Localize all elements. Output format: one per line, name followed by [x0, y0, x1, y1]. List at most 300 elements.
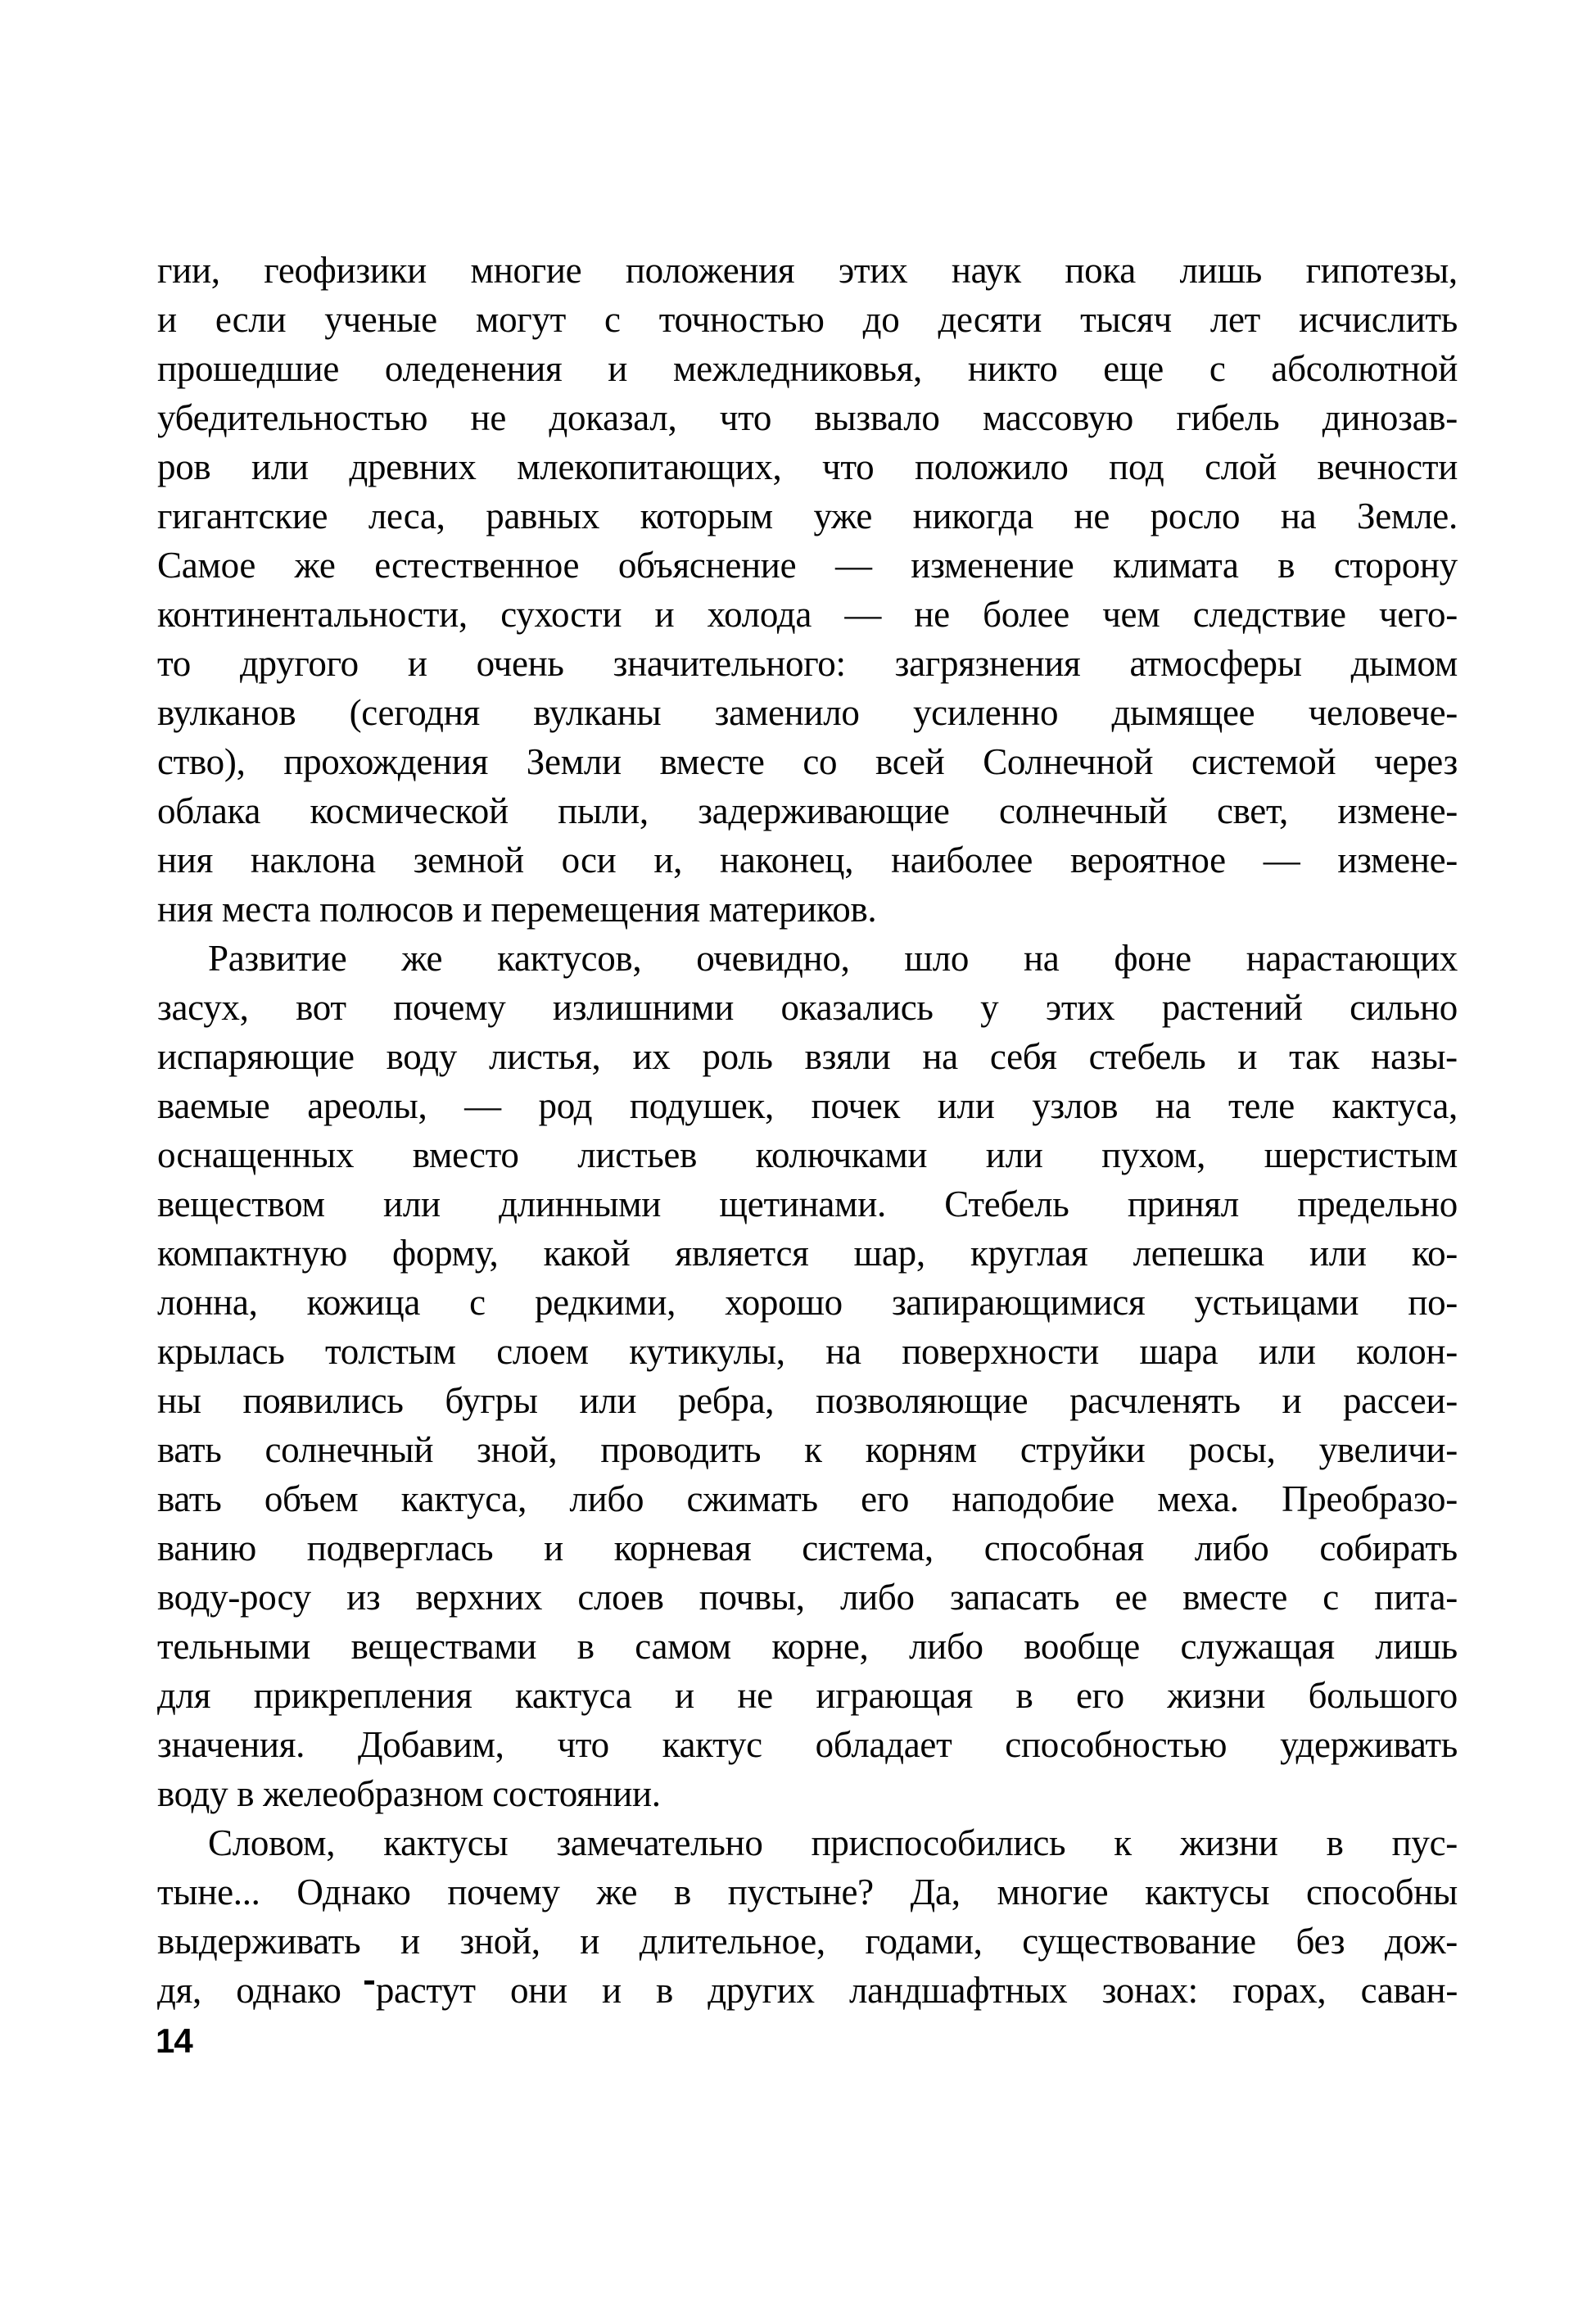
word: вызвало — [814, 397, 940, 438]
word: хорошо — [725, 1282, 843, 1323]
word: (сегодня — [349, 692, 480, 733]
word: межледниковья, — [672, 348, 923, 389]
text-line — [157, 246, 1458, 295]
word: — — [464, 1085, 501, 1126]
text-line — [157, 1720, 1458, 1769]
word: чего- — [1379, 594, 1458, 635]
word: засух, — [157, 987, 249, 1028]
word: не — [470, 397, 507, 438]
word: играющая — [816, 1675, 973, 1716]
word: Развитие — [208, 938, 347, 979]
word: кактусы — [383, 1822, 509, 1863]
word: и — [580, 1921, 600, 1962]
text-line — [157, 1523, 1458, 1573]
text-line — [157, 1179, 1458, 1229]
word: меха. — [1157, 1478, 1239, 1519]
word: измене- — [1337, 790, 1458, 831]
text-line — [157, 1130, 1458, 1179]
word: Добавим, — [357, 1724, 504, 1765]
word: крылась — [157, 1331, 285, 1372]
text-line: ния места полюсов и перемещения материков. — [157, 889, 877, 930]
word: годами, — [865, 1921, 983, 1962]
word: предельно — [1297, 1184, 1458, 1224]
word: под — [1109, 446, 1164, 487]
word: саван- — [1360, 1970, 1458, 2011]
word: очевидно, — [696, 938, 850, 979]
word: слоев — [577, 1577, 664, 1618]
text-line — [157, 295, 1458, 344]
word: узлов — [1032, 1085, 1119, 1126]
word: еще — [1103, 348, 1164, 389]
word: объем — [264, 1478, 359, 1519]
text-line — [157, 442, 1458, 491]
word: задерживающие — [698, 790, 950, 831]
word: зной, — [459, 1921, 540, 1962]
word: — — [834, 545, 872, 586]
word: бугры — [445, 1380, 538, 1421]
word: пус- — [1391, 1822, 1458, 1863]
word: прошедшие — [157, 348, 340, 389]
word: лепешка — [1133, 1233, 1264, 1274]
word: длинными — [499, 1184, 662, 1224]
word: самом — [635, 1626, 731, 1667]
word: колон- — [1356, 1331, 1458, 1372]
word: либо — [839, 1577, 915, 1618]
word: других — [708, 1970, 815, 2011]
word: динозав- — [1322, 397, 1458, 438]
text-line — [157, 1818, 1458, 1867]
word: сухости — [500, 594, 622, 635]
word: запирающимися — [891, 1282, 1146, 1323]
word: увеличи- — [1318, 1429, 1458, 1470]
word: себя — [989, 1036, 1057, 1077]
text-line — [157, 934, 1458, 983]
word: Стебель — [944, 1184, 1069, 1224]
word: же — [401, 938, 443, 979]
text-line — [157, 1327, 1458, 1376]
word: выдерживать — [157, 1921, 361, 1962]
word: холода — [707, 594, 812, 635]
text-line — [157, 835, 1458, 885]
word: уже — [813, 496, 872, 536]
word: однако — [236, 1970, 341, 2011]
word: вероятное — [1069, 840, 1226, 880]
word: и — [608, 348, 628, 389]
word: объяснение — [617, 545, 797, 586]
page-number: 14 — [156, 2021, 192, 2060]
word: оледенения — [384, 348, 563, 389]
word: роль — [702, 1036, 773, 1077]
word: лонна, — [157, 1282, 258, 1323]
text-line — [157, 1671, 1458, 1720]
word: росы, — [1188, 1429, 1276, 1470]
text-line — [157, 1622, 1458, 1671]
text-line — [157, 491, 1458, 541]
text-line — [157, 1229, 1458, 1278]
word: пита- — [1374, 1577, 1458, 1618]
word: род — [538, 1085, 593, 1126]
word: ландшафтных — [848, 1970, 1068, 2011]
word: либо — [1194, 1528, 1269, 1568]
word: редкими, — [534, 1282, 676, 1323]
word: — — [1263, 840, 1300, 880]
word: устьицами — [1194, 1282, 1359, 1323]
word: собирать — [1319, 1528, 1458, 1568]
word: то — [157, 643, 191, 684]
word: корне, — [771, 1626, 869, 1667]
word: корням — [865, 1429, 977, 1470]
word: вать — [157, 1478, 222, 1519]
word: корневая — [613, 1528, 752, 1568]
word: запасать — [949, 1577, 1080, 1618]
word: очень — [476, 643, 564, 684]
word: кактуса — [515, 1675, 632, 1716]
word: испаряющие — [157, 1036, 355, 1077]
word: расчленять — [1069, 1380, 1241, 1421]
word: подверглась — [306, 1528, 494, 1568]
word: шло — [904, 938, 970, 979]
word: вать — [157, 1429, 222, 1470]
word: леса, — [368, 496, 445, 536]
word: в — [1015, 1675, 1033, 1716]
word: с — [1209, 348, 1226, 389]
word: кактусов, — [497, 938, 642, 979]
word: с — [469, 1282, 486, 1323]
word: горах, — [1232, 1970, 1327, 2011]
word: могут — [475, 299, 567, 340]
word: вулканов — [157, 692, 296, 733]
word: Однако — [296, 1872, 411, 1912]
word: наподобие — [952, 1478, 1114, 1519]
word: Да, — [910, 1872, 961, 1912]
word: веществами — [350, 1626, 537, 1667]
word: не — [1074, 496, 1110, 536]
word: ученые — [324, 299, 437, 340]
word: никто — [967, 348, 1058, 389]
word: Самое — [157, 545, 255, 586]
word: способная — [983, 1528, 1144, 1568]
word: веществом — [157, 1184, 325, 1224]
word: зонах: — [1101, 1970, 1198, 2011]
word: и — [544, 1528, 563, 1568]
word: и — [601, 1970, 622, 2011]
word: воду — [386, 1036, 457, 1077]
word: Словом, — [208, 1822, 336, 1863]
word: круглая — [970, 1233, 1088, 1274]
word: геофизики — [264, 250, 427, 291]
word: наконец, — [720, 840, 854, 880]
word: вот — [296, 987, 346, 1028]
word: тысяч — [1080, 299, 1172, 340]
word: они — [509, 1970, 567, 2011]
word: измене- — [1337, 840, 1458, 880]
word: системой — [1191, 741, 1336, 782]
word: без — [1295, 1921, 1345, 1962]
word: более — [983, 594, 1069, 635]
word: или — [579, 1380, 637, 1421]
text-line — [157, 1917, 1458, 1966]
word: растений — [1161, 987, 1303, 1028]
word: этих — [838, 250, 908, 291]
text-line — [157, 688, 1458, 737]
word: значительного: — [613, 643, 846, 684]
word: положило — [914, 446, 1069, 487]
text-line — [157, 541, 1458, 590]
word: положения — [625, 250, 795, 291]
word: со — [803, 741, 838, 782]
word: или — [1258, 1331, 1316, 1372]
text-line: воду в желеобразном состоянии. — [157, 1773, 661, 1814]
word: кожица — [306, 1282, 421, 1323]
word: естественное — [374, 545, 580, 586]
word: или — [251, 446, 309, 487]
word: и — [674, 1675, 694, 1716]
word: проводить — [600, 1429, 762, 1470]
word: космической — [310, 790, 509, 831]
word: и, — [653, 840, 683, 880]
word: кактуса, — [1332, 1085, 1458, 1126]
word: равных — [486, 496, 600, 536]
word: вместо — [412, 1134, 519, 1175]
text-line — [157, 1474, 1458, 1523]
word: наклона — [250, 840, 376, 880]
word: следствие — [1192, 594, 1346, 635]
word: ство), — [157, 741, 246, 782]
word: убедительностью — [157, 397, 428, 438]
word: и — [1237, 1036, 1258, 1077]
word: сильно — [1350, 987, 1458, 1028]
text-line — [157, 1376, 1458, 1425]
word: поверхности — [902, 1331, 1099, 1372]
word: Земле. — [1357, 496, 1458, 536]
word: свет, — [1216, 790, 1288, 831]
word: заменило — [714, 692, 860, 733]
word: чем — [1102, 594, 1160, 635]
word: вообще — [1024, 1626, 1140, 1667]
word: либо — [569, 1478, 644, 1519]
word: почему — [393, 987, 506, 1028]
word: и — [157, 299, 177, 340]
text-block — [157, 246, 1458, 2015]
word: лишь — [1375, 1626, 1458, 1667]
word: ванию — [157, 1528, 256, 1568]
word: пустыне? — [727, 1872, 874, 1912]
word: пока — [1065, 250, 1136, 291]
word: большого — [1308, 1675, 1458, 1716]
word: другого — [239, 643, 359, 684]
word: верхних — [415, 1577, 543, 1618]
word: изменение — [911, 545, 1074, 586]
word: в — [576, 1626, 595, 1667]
word: климата — [1113, 545, 1239, 586]
word: почему — [447, 1872, 560, 1912]
word: оказались — [780, 987, 934, 1028]
word: замечательно — [556, 1822, 763, 1863]
word: почвы, — [699, 1577, 805, 1618]
word: струйки — [1020, 1429, 1146, 1470]
word: наук — [951, 250, 1021, 291]
word: из — [346, 1577, 381, 1618]
word: ее — [1114, 1577, 1147, 1618]
word: назы- — [1371, 1036, 1458, 1077]
word: теле — [1228, 1085, 1295, 1126]
word: способностью — [1005, 1724, 1228, 1765]
word: или — [937, 1085, 995, 1126]
word: рассеи- — [1342, 1380, 1458, 1421]
word: пыли, — [558, 790, 649, 831]
word: ареолы, — [307, 1085, 427, 1126]
word: ко- — [1411, 1233, 1458, 1274]
word: щетинами. — [719, 1184, 886, 1224]
text-line — [157, 983, 1458, 1032]
word: или — [383, 1184, 441, 1224]
word: многие — [470, 250, 582, 291]
word: на — [825, 1331, 861, 1372]
word: прохождения — [283, 741, 488, 782]
word: гипотезы, — [1305, 250, 1458, 291]
word: которым — [640, 496, 773, 536]
word: не — [737, 1675, 773, 1716]
word: же — [294, 545, 336, 586]
word: значения. — [157, 1724, 305, 1765]
word: млекопитающих, — [517, 446, 782, 487]
word: дож- — [1384, 1921, 1458, 1962]
word: загрязнения — [894, 643, 1081, 684]
word: излишними — [552, 987, 734, 1028]
word: существование — [1022, 1921, 1256, 1962]
word: длительное, — [639, 1921, 825, 1962]
word: тельными — [157, 1626, 311, 1667]
text-line — [157, 1278, 1458, 1327]
word: зной, — [477, 1429, 558, 1470]
scan-artifact — [364, 1980, 374, 1985]
word: нарастающих — [1246, 938, 1458, 979]
word: приспособились — [811, 1822, 1066, 1863]
word: что — [822, 446, 875, 487]
word: ны — [157, 1380, 201, 1421]
word: доказал, — [549, 397, 677, 438]
word: шара — [1139, 1331, 1218, 1372]
word: форму, — [392, 1233, 499, 1274]
word: ваемые — [157, 1085, 270, 1126]
word: в — [674, 1872, 691, 1912]
word: солнечный — [264, 1429, 434, 1470]
word: их — [632, 1036, 671, 1077]
word: человече- — [1308, 692, 1458, 733]
text-line — [157, 1032, 1458, 1081]
word: по- — [1408, 1282, 1458, 1323]
word: десяти — [938, 299, 1042, 340]
word: дымящее — [1111, 692, 1255, 733]
word: точностью — [658, 299, 825, 340]
word: ров — [157, 446, 211, 487]
word: кактуса, — [400, 1478, 527, 1519]
word: или — [985, 1134, 1043, 1175]
word: растут — [375, 1970, 476, 2011]
word: кутикулы, — [629, 1331, 785, 1372]
word: способны — [1305, 1872, 1458, 1912]
word: что — [719, 397, 772, 438]
word: массовую — [982, 397, 1134, 438]
text-line — [157, 1425, 1458, 1474]
word: оснащенных — [157, 1134, 355, 1175]
word: древних — [349, 446, 477, 487]
word: служащая — [1180, 1626, 1335, 1667]
word: взяли — [804, 1036, 891, 1077]
word: какой — [543, 1233, 631, 1274]
word: континентальности, — [157, 594, 468, 635]
word: дымом — [1350, 643, 1458, 684]
word: почек — [811, 1085, 901, 1126]
word: облака — [157, 790, 261, 831]
word: Преобразо- — [1282, 1478, 1458, 1519]
word: и — [1282, 1380, 1302, 1421]
word: солнечный — [998, 790, 1168, 831]
word: же — [596, 1872, 638, 1912]
word: кактусы — [1145, 1872, 1270, 1912]
word: кактус — [662, 1724, 762, 1765]
word: дя, — [157, 1970, 201, 2011]
word: усиленно — [912, 692, 1059, 733]
word: воду-росу — [157, 1577, 311, 1618]
word: позволяющие — [815, 1380, 1029, 1421]
word: слоем — [496, 1331, 589, 1372]
text-line — [157, 1081, 1458, 1130]
word: с — [1322, 1577, 1339, 1618]
word: Солнечной — [983, 741, 1154, 782]
word: на — [1024, 938, 1060, 979]
word: гии, — [157, 250, 220, 291]
word: сторону — [1333, 545, 1458, 586]
word: не — [914, 594, 950, 635]
word: лет — [1209, 299, 1261, 340]
word: принял — [1127, 1184, 1239, 1224]
word: земной — [413, 840, 524, 880]
word: ребра, — [677, 1380, 775, 1421]
word: толстым — [324, 1331, 456, 1372]
text-line — [157, 1573, 1458, 1622]
word: прикрепления — [253, 1675, 472, 1716]
word: колючками — [755, 1134, 928, 1175]
word: гибель — [1176, 397, 1280, 438]
word: с — [604, 299, 621, 340]
word: если — [215, 299, 287, 340]
text-line — [157, 737, 1458, 786]
word: листья, — [488, 1036, 601, 1077]
word: атмосферы — [1129, 643, 1302, 684]
word: подушек, — [629, 1085, 774, 1126]
word: на — [922, 1036, 958, 1077]
word: и — [407, 643, 427, 684]
word: никогда — [912, 496, 1033, 536]
word: либо — [909, 1626, 983, 1667]
text-line — [157, 1966, 1458, 2015]
word: до — [862, 299, 900, 340]
word: оси — [561, 840, 617, 880]
word: жизни — [1179, 1822, 1278, 1863]
word: исчислить — [1299, 299, 1458, 340]
word: и — [654, 594, 675, 635]
word: система, — [802, 1528, 934, 1568]
word: листьев — [577, 1134, 698, 1175]
word: шерстистым — [1264, 1134, 1458, 1175]
word: вечности — [1317, 446, 1458, 487]
word: пухом, — [1101, 1134, 1206, 1175]
word: гигантские — [157, 496, 328, 536]
word: росло — [1150, 496, 1241, 536]
word: — — [844, 594, 882, 635]
text-line — [157, 1867, 1458, 1917]
